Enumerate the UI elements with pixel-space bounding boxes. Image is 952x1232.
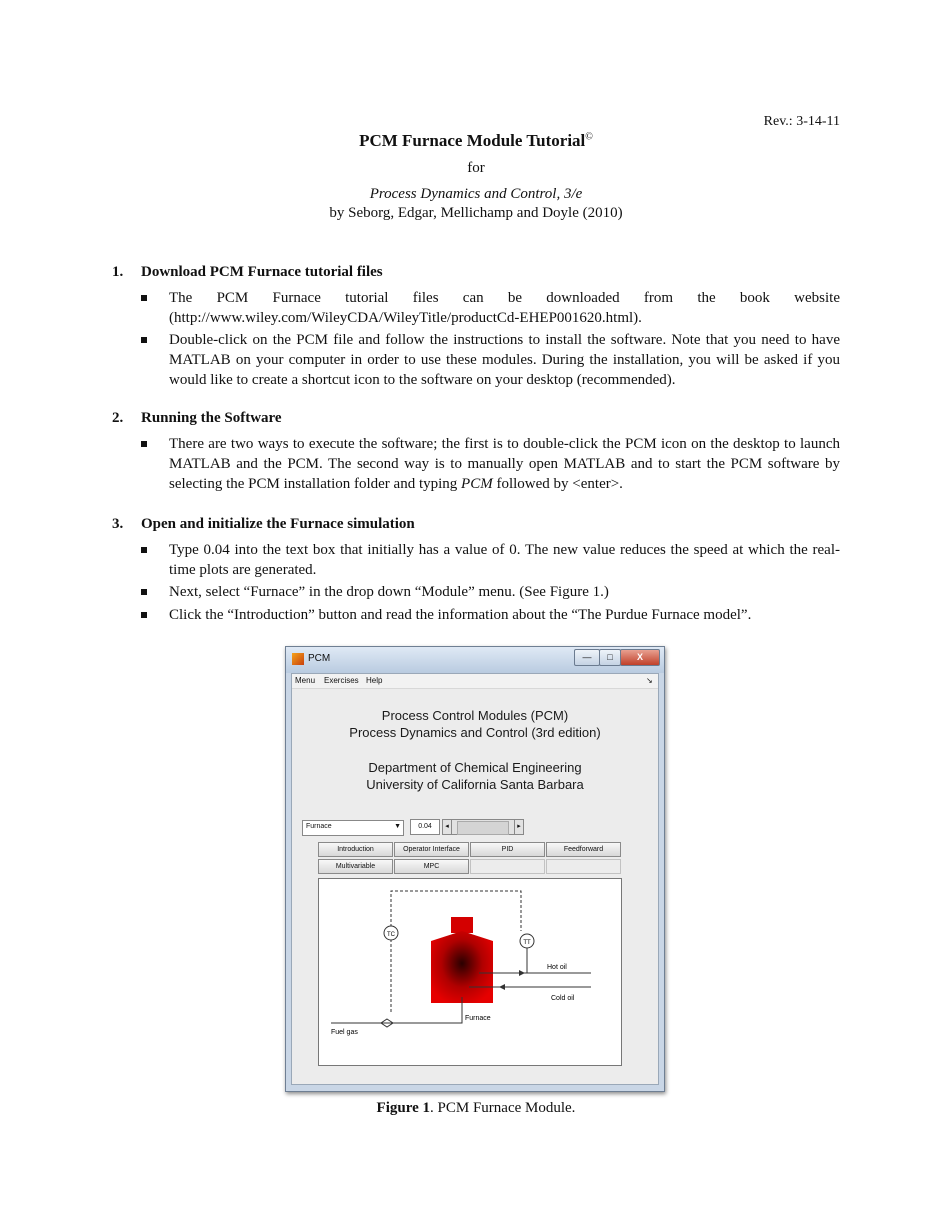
list-item: There are two ways to execute the software; the first is to double-click the PCM icon on the desktop to launch MATLAB and the PCM. The second way is to manually open MATLAB and to start the PCM software by selecting the PCM installation folder and typing PCM followed by <enter>. [141, 434, 840, 494]
tt-label: TT [523, 940, 531, 946]
introduction-button[interactable]: Introduction [318, 842, 393, 857]
section-heading-1: 1. Download PCM Furnace tutorial files [112, 264, 383, 280]
bullet-square-icon [141, 337, 147, 343]
pcm-heading-line-1: Process Control Modules (PCM) [381, 708, 569, 723]
figure-caption: Figure 1. PCM Furnace Module. [376, 1100, 576, 1116]
menu-bar [292, 674, 658, 689]
empty-button-slot [546, 859, 621, 874]
furnace-label: Furnace [465, 1015, 491, 1022]
hot-oil-label: Hot oil [547, 964, 567, 971]
furnace-schematic [319, 879, 621, 1065]
for-label: for [467, 160, 485, 176]
furnace-stack [451, 917, 473, 933]
bullet-square-icon [141, 441, 147, 447]
bullet-square-icon [141, 612, 147, 618]
mpc-button[interactable]: MPC [394, 859, 469, 874]
furnace-body [431, 931, 493, 1003]
slider-thumb[interactable] [457, 821, 509, 835]
section-heading-2: 2. Running the Software [112, 410, 282, 426]
module-select[interactable]: Furnace ▼ [302, 820, 404, 836]
pcm-heading-line-3: Department of Chemical Engineering [368, 760, 582, 775]
bullet-square-icon [141, 589, 147, 595]
pcm-heading-line-2: Process Dynamics and Control (3rd edition) [349, 725, 601, 740]
empty-button-slot [470, 859, 545, 874]
pcm-heading-line-4: University of California Santa Barbara [366, 777, 584, 792]
speed-slider[interactable] [442, 819, 524, 835]
feedforward-button[interactable]: Feedforward [546, 842, 621, 857]
window-title: PCM [308, 653, 331, 664]
document-title: PCM Furnace Module Tutorial© [359, 131, 593, 150]
speed-input[interactable]: 0.04 [410, 819, 440, 835]
section-heading-3: 3. Open and initialize the Furnace simulation [112, 516, 415, 532]
menu-item-menu[interactable]: Menu [295, 676, 316, 685]
list-item: The PCM Furnace tutorial files can be downloaded from the book website (http://www.wiley.com/WileyCDA/WileyTitle/productCd-EHEP001620.html). [141, 288, 840, 328]
revision-label: Rev.: 3-14-11 [763, 114, 840, 129]
copyright-mark: © [585, 131, 593, 143]
maximize-button[interactable]: □ [599, 649, 621, 666]
slider-right-arrow-icon[interactable]: ▸ [514, 820, 523, 834]
bullet-square-icon [141, 295, 147, 301]
tc-label: TC [387, 932, 395, 938]
book-title: Process Dynamics and Control, 3/e [369, 186, 583, 202]
list-item: Double-click on the PCM file and follow the instructions to install the software. Note that you need to have MATLAB on your computer in order to use these modules. During the installation, you will be asked if you would like to create a shortcut icon to the software on your desktop (recommended). [141, 330, 840, 390]
pcm-window-figure [285, 646, 665, 1092]
list-item: Next, select “Furnace” in the drop down “Module” menu. (See Figure 1.) [141, 582, 840, 602]
close-button[interactable]: X [620, 649, 660, 666]
furnace-diagram [318, 878, 622, 1066]
cold-oil-label: Cold oil [551, 995, 575, 1002]
dock-arrow-icon[interactable]: ↘ [646, 676, 653, 685]
operator-interface-button[interactable]: Operator Interface [394, 842, 469, 857]
fuel-gas-label: Fuel gas [331, 1029, 358, 1036]
multivariable-button[interactable]: Multivariable [318, 859, 393, 874]
pid-button[interactable]: PID [470, 842, 545, 857]
matlab-logo-icon [292, 653, 304, 665]
window-titlebar [286, 647, 664, 673]
menu-item-help[interactable]: Help [366, 676, 383, 685]
chevron-down-icon: ▼ [394, 823, 401, 830]
bullet-square-icon [141, 547, 147, 553]
window-client-area [291, 673, 659, 1085]
menu-item-exercises[interactable]: Exercises [324, 676, 359, 685]
minimize-button[interactable]: — [574, 649, 600, 666]
slider-left-arrow-icon[interactable]: ◂ [443, 820, 452, 834]
list-item: Click the “Introduction” button and read the information about the “The Purdue Furnace model”. [141, 605, 840, 625]
book-authors: by Seborg, Edgar, Mellichamp and Doyle (2010) [329, 205, 623, 221]
list-item: Type 0.04 into the text box that initially has a value of 0. The new value reduces the speed at which the real-time plots are generated. [141, 540, 840, 580]
